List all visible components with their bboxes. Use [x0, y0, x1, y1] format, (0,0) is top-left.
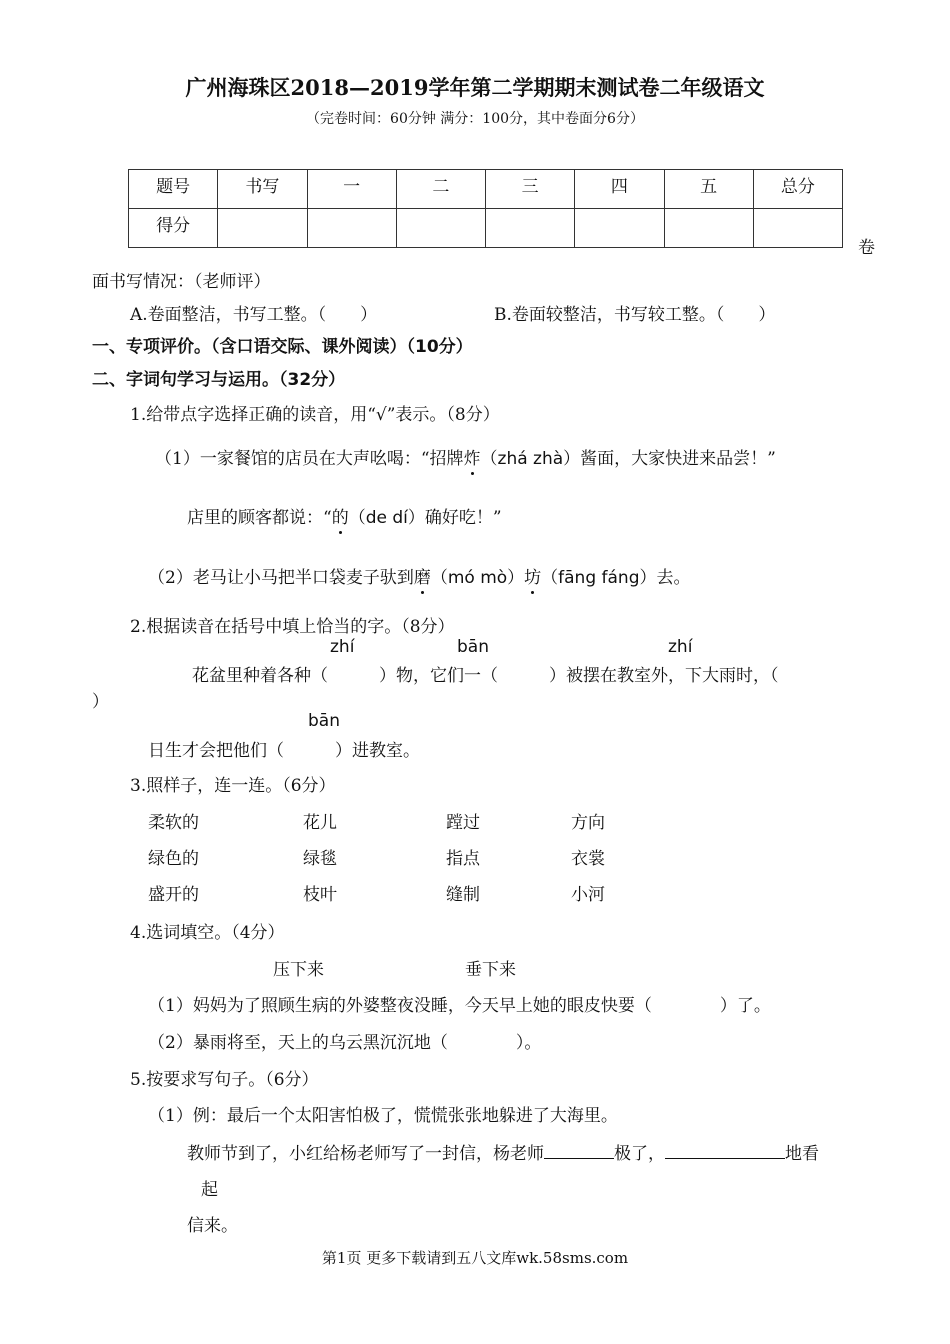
- score-cell: 一: [307, 170, 396, 209]
- q5-line-post: 地看: [785, 1144, 819, 1164]
- writing-tail-char: 卷: [858, 238, 875, 258]
- score-cell: 总分: [753, 170, 842, 209]
- page-subtitle: （完卷时间：60分钟 满分：100分，其中卷面分6分）: [306, 111, 644, 127]
- q1-line2-paren: （: [348, 508, 366, 528]
- score-cell: 题号: [129, 170, 218, 209]
- q5-blank-2[interactable]: [665, 1144, 785, 1159]
- q3-prompt: 3.照样子，连一连。（6分）: [130, 776, 336, 796]
- dotted-char: 磨: [413, 568, 431, 588]
- q3-col1-item[interactable]: 盛开的: [148, 885, 199, 905]
- q1-line1-pre: （1）一家餐馆的店员在大声吆喝：“招牌: [155, 449, 464, 469]
- score-cell: 书写: [218, 170, 307, 209]
- writing-option-a[interactable]: A.卷面整洁，书写工整。（ ）: [130, 305, 378, 325]
- q4-sentence-1[interactable]: （1）妈妈为了照顾生病的外婆整夜没睡，今天早上她的眼皮快要（ ）了。: [148, 996, 771, 1016]
- score-cell: 二: [396, 170, 485, 209]
- page-title: 广州海珠区2018—2019学年第二学期期末测试卷二年级语文: [185, 75, 765, 100]
- score-input-cell[interactable]: [486, 209, 575, 248]
- q3-col2-item[interactable]: 枝叶: [303, 885, 337, 905]
- writing-option-b[interactable]: B.卷面较整洁，书写较工整。（ ）: [494, 305, 776, 325]
- q1-prompt: 1.给带点字选择正确的读音，用“√”表示。（8分）: [130, 405, 500, 425]
- q5-line: [187, 1139, 819, 1164]
- q5-example: （1）例：最后一个太阳害怕极了，慌慌张张地躲进了大海里。: [148, 1106, 618, 1126]
- score-input-cell[interactable]: [307, 209, 396, 248]
- q2-line1[interactable]: 花盆里种着各种（ ）物，它们一（ ）被摆在教室外，下大雨时，（: [192, 666, 779, 686]
- score-input-cell[interactable]: [664, 209, 753, 248]
- q1-line3-pinyin-options-2[interactable]: fāng fáng: [558, 568, 640, 588]
- q3-col3-item[interactable]: 缝制: [446, 885, 480, 905]
- score-table: [128, 169, 843, 248]
- q2-pinyin-2: bān: [457, 637, 489, 657]
- score-row-label: 得分: [129, 209, 218, 248]
- score-cell: 三: [486, 170, 575, 209]
- q1-line3-paren1: （: [430, 568, 448, 588]
- dotted-char: 坊: [524, 568, 542, 588]
- q2-pinyin-3: zhí: [668, 637, 693, 657]
- q2-line2[interactable]: 日生才会把他们（ ）进教室。: [148, 741, 420, 761]
- q4-prompt: 4.选词填空。（4分）: [130, 923, 285, 943]
- score-cell: 五: [664, 170, 753, 209]
- q5-wrap-2: 信来。: [187, 1216, 238, 1236]
- q3-col4-item[interactable]: 衣裳: [571, 849, 605, 869]
- q4-word-2: 垂下来: [465, 960, 516, 980]
- q3-col1-item[interactable]: 绿色的: [148, 849, 199, 869]
- q1-line1-paren: （: [480, 449, 498, 469]
- score-input-cell[interactable]: [396, 209, 485, 248]
- q1-line2-pre: 店里的顾客都说：“: [187, 508, 332, 528]
- q5-line-mid: 极了，: [614, 1144, 665, 1164]
- q5-blank-1[interactable]: [544, 1144, 614, 1159]
- writing-label: 面书写情况：（老师评）: [92, 272, 271, 292]
- page-footer: 第1页 更多下载请到五八文库wk.58sms.com: [321, 1249, 629, 1267]
- section2-heading: 二、字词句学习与运用。（32分）: [92, 370, 346, 390]
- q4-sentence-2[interactable]: （2）暴雨将至，天上的乌云黑沉沉地（ ）。: [148, 1033, 542, 1053]
- score-cell: 四: [575, 170, 664, 209]
- dotted-char: 炸: [463, 449, 481, 469]
- section1-heading: 一、专项评价。（含口语交际、课外阅读）（10分）: [92, 337, 473, 357]
- q1-line2: [187, 503, 502, 528]
- q2-pinyin-1: zhí: [330, 637, 355, 657]
- q5-line-pre: 教师节到了，小红给杨老师写了一封信，杨老师: [187, 1144, 544, 1164]
- q1-line2-post: ）确好吃！”: [407, 508, 502, 528]
- q5-wrap-1: 起: [201, 1180, 218, 1200]
- q1-line2-pinyin-options[interactable]: de dí: [365, 508, 408, 528]
- q5-prompt: 5.按要求写句子。（6分）: [130, 1070, 319, 1090]
- q1-line1-pinyin-options[interactable]: zhá zhà: [497, 449, 564, 469]
- score-table-header-row: [129, 170, 843, 209]
- q2-pinyin-4: bān: [308, 711, 340, 731]
- q1-line1-post: ）酱面，大家快进来品尝！”: [563, 449, 776, 469]
- q3-col4-item[interactable]: 方向: [571, 813, 605, 833]
- score-input-cell[interactable]: [753, 209, 842, 248]
- q3-col2-item[interactable]: 花儿: [303, 813, 337, 833]
- q4-word-1: 压下来: [273, 960, 324, 980]
- q2-prompt: 2.根据读音在括号中填上恰当的字。（8分）: [130, 617, 455, 637]
- score-input-cell[interactable]: [218, 209, 307, 248]
- q3-col3-item[interactable]: 指点: [446, 849, 480, 869]
- dotted-char: 的: [331, 508, 349, 528]
- q1-line3-post: ）去。: [639, 568, 691, 588]
- q3-col2-item[interactable]: 绿毯: [303, 849, 337, 869]
- q3-col1-item[interactable]: 柔软的: [148, 813, 199, 833]
- q3-col4-item[interactable]: 小河: [571, 885, 605, 905]
- q1-line3-pre: （2）老马让小马把半口袋麦子驮到: [148, 568, 414, 588]
- q1-line3-pinyin-options-1[interactable]: mó mò: [447, 568, 508, 588]
- q3-col3-item[interactable]: 蹚过: [446, 813, 480, 833]
- score-table-score-row: [129, 209, 843, 248]
- q2-line1-tail: ）: [92, 692, 109, 712]
- q1-line3: [148, 563, 691, 588]
- q1-line1: [155, 444, 776, 469]
- score-input-cell[interactable]: [575, 209, 664, 248]
- q1-line3-close: ）: [507, 568, 525, 588]
- q1-line3-paren2: （: [541, 568, 559, 588]
